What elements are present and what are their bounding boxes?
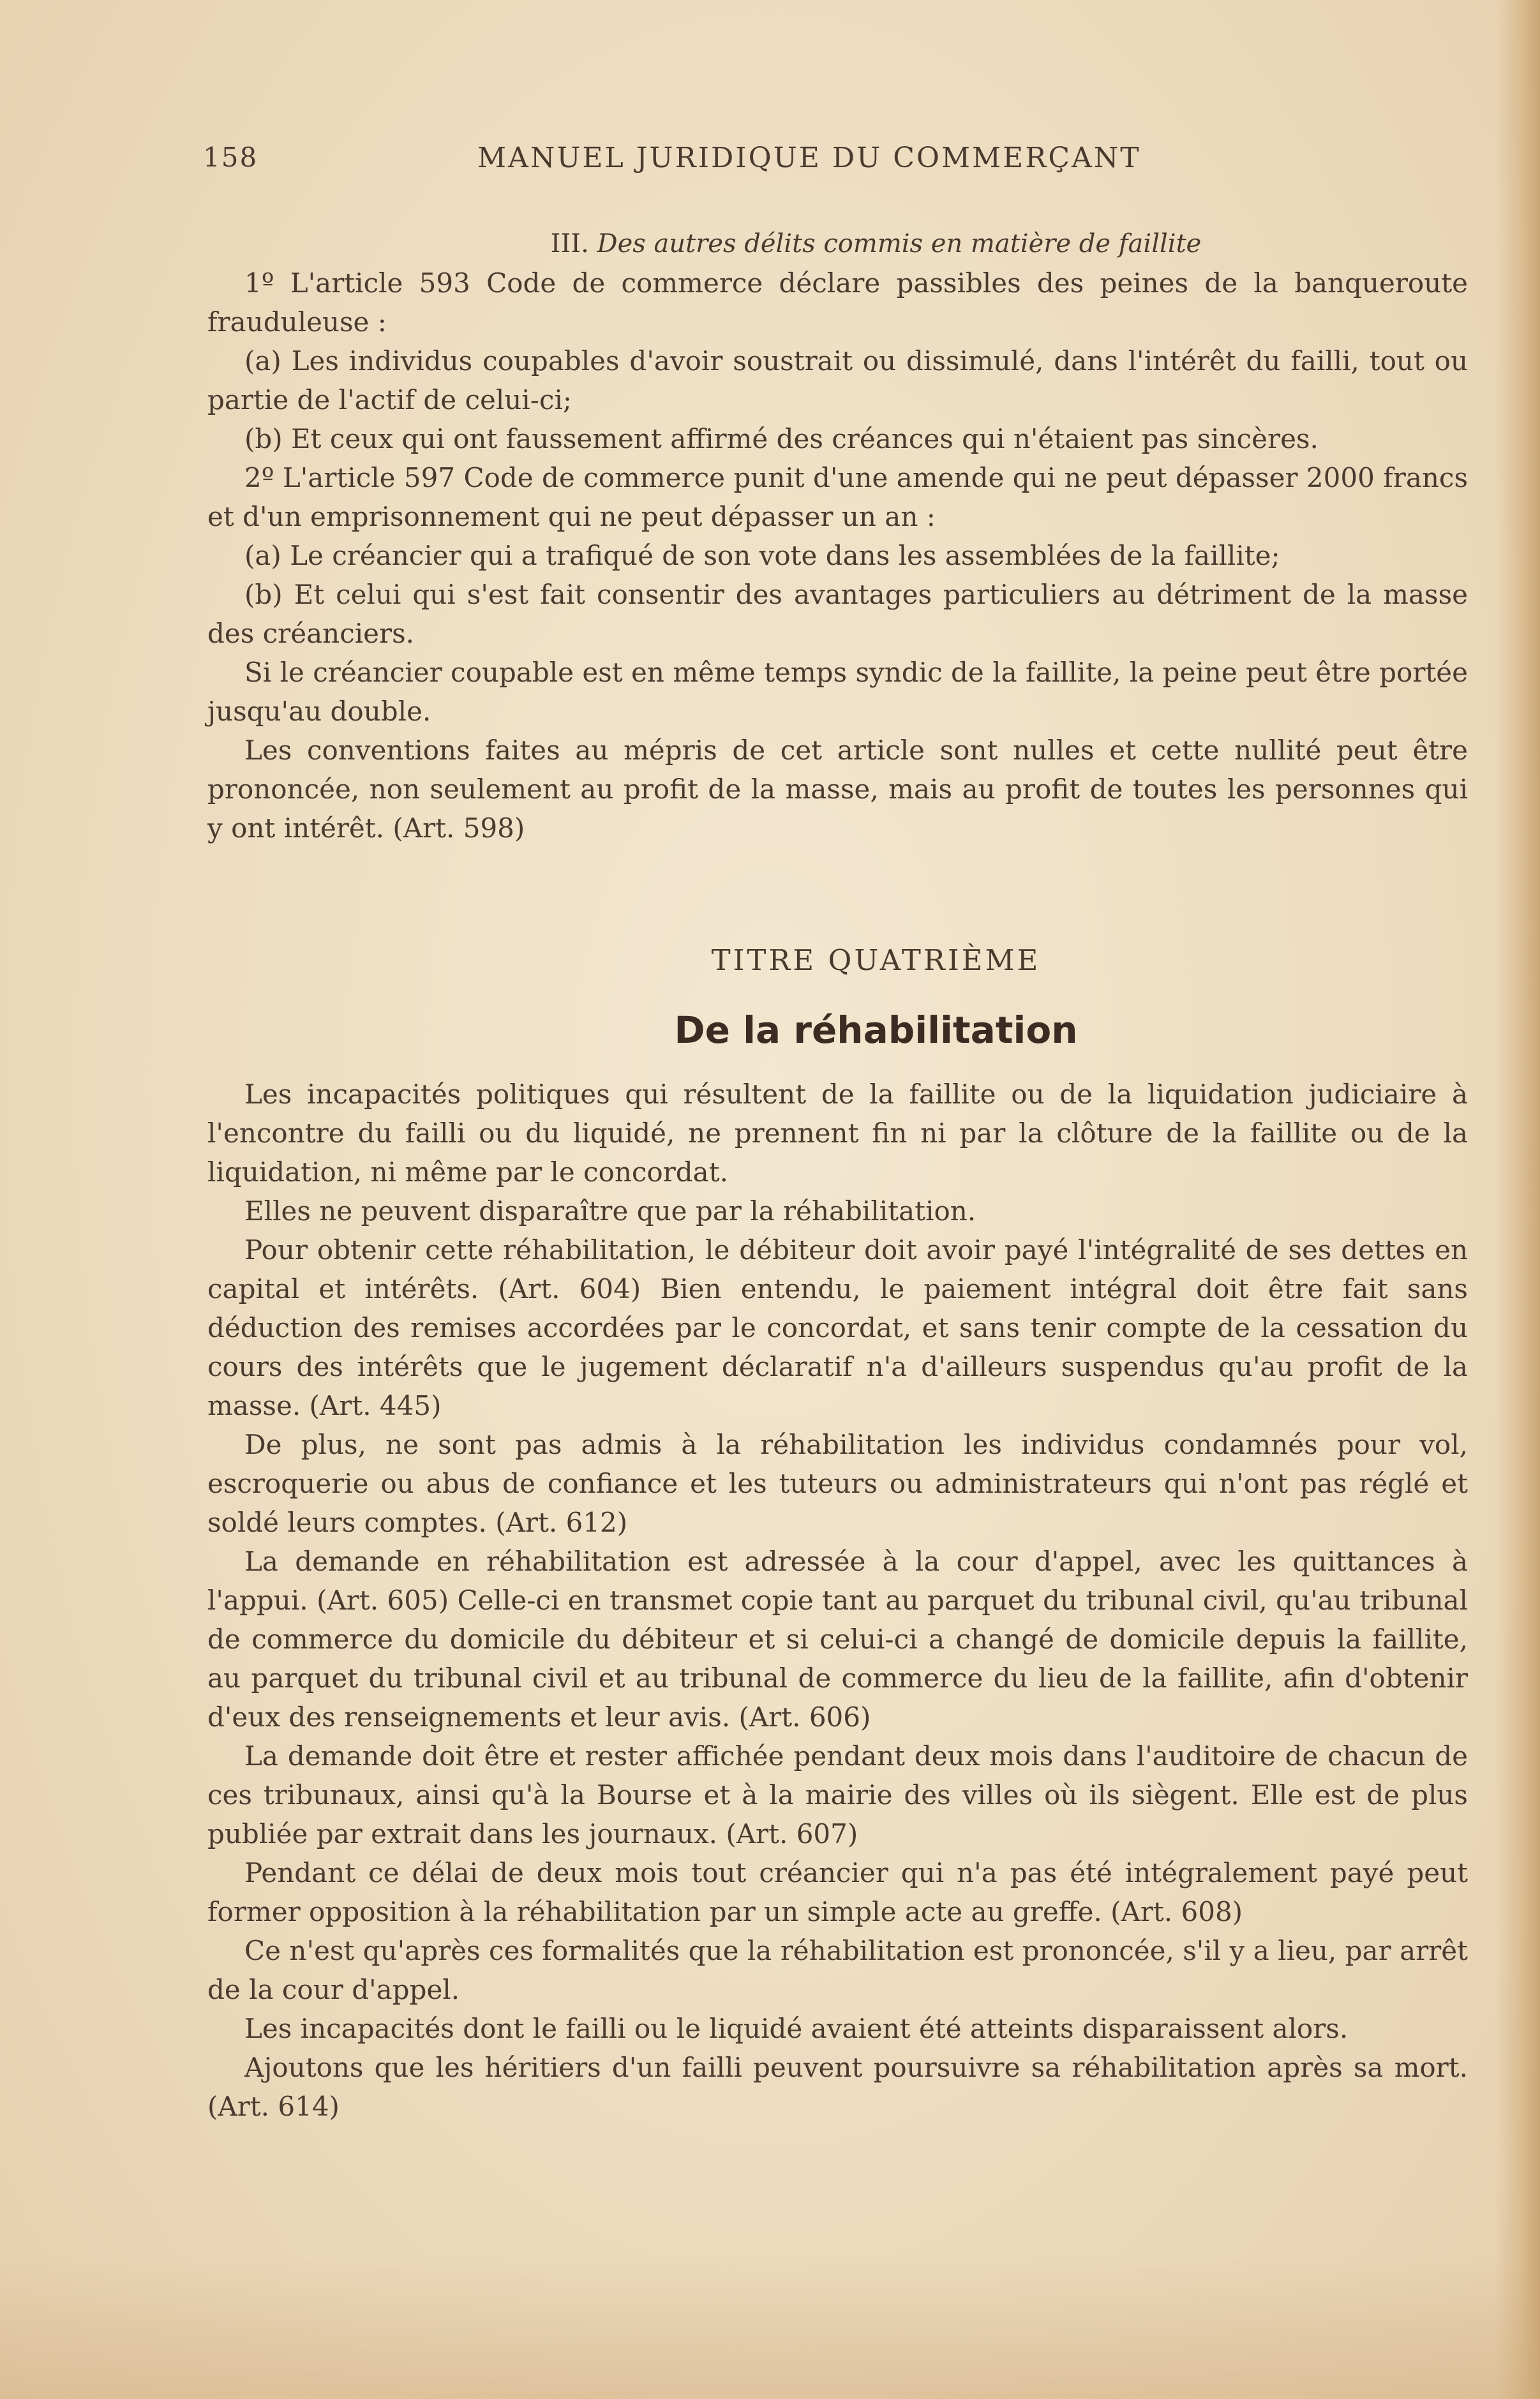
section-rehabilitation (207, 1075, 1468, 2126)
paragraph: (a) Les individus coupables d'avoir soustrait ou dissimulé, dans l'intérêt du failli, tout ou partie de l'actif de celui-ci; (207, 345, 1468, 415)
paragraph: (a) Le créancier qui a trafiqué de son vote dans les assemblées de la faillite; (244, 540, 1280, 571)
page-number: 158 (203, 142, 258, 173)
paragraph: (b) Et ceux qui ont faussement affirmé des créances qui n'étaient pas sincères. (244, 423, 1319, 454)
paragraph: De plus, ne sont pas admis à la réhabilitation les individus condamnés pour vol, escroquerie ou abus de confiance et les tuteurs ou administrateurs qui n'ont pas réglé et soldé leurs comptes. (Art. 612) (207, 1429, 1468, 1538)
paragraph: Ajoutons que les héritiers d'un failli peuvent poursuivre sa réhabilitation après sa mort. (Art. 614) (207, 2052, 1468, 2122)
paragraph: Ce n'est qu'après ces formalités que la réhabilitation est prononcée, s'il y a lieu, par arrêt de la cour d'appel. (207, 1935, 1468, 2005)
paragraph: Les incapacités politiques qui résultent de la faillite ou de la liquidation judiciaire à l'encontre du failli ou du liquidé, ne prennent fin ni par la clôture de la faillite ou de la liquidation, ni même par le concordat. (207, 1079, 1468, 1188)
page-bottom-shadow (0, 2259, 1540, 2399)
paragraph: (b) Et celui qui s'est fait consentir des avantages particuliers au détriment de la masse des créanciers. (207, 579, 1468, 649)
paragraph: 2º L'article 597 Code de commerce punit d'une amende qui ne peut dépasser 2000 francs et d'un emprisonnement qui ne peut dépasser un an : (207, 462, 1468, 532)
paragraph: Si le créancier coupable est en même temps syndic de la faillite, la peine peut être portée jusqu'au double. (207, 657, 1468, 727)
part-subtitle: De la réhabilitation (674, 1008, 1078, 1052)
part-title: TITRE QUATRIÈME (711, 943, 1041, 977)
section-number: III. (550, 229, 589, 258)
paragraph: Pour obtenir cette réhabilitation, le débiteur doit avoir payé l'intégralité de ses dettes en capital et intérêts. (Art. 604) Bien entendu, le paiement intégral doit être fait sans déduction des remises accordées par le concordat, et sans tenir compte de la cessation du cours des intérêts que le jugement déclaratif n'a d'ailleurs suspendus qu'au profit de la masse. (Art. 445) (207, 1234, 1468, 1421)
section-title: Des autres délits commis en matière de faillite (597, 229, 1202, 258)
paragraph: Les conventions faites au mépris de cet article sont nulles et cette nullité peut être prononcée, non seulement au profit de la masse, mais au profit de toutes les personnes qui y ont intérêt. (Art. 598) (207, 735, 1468, 844)
paragraph: 1º L'article 593 Code de commerce déclare passibles des peines de la banqueroute frauduleuse : (207, 267, 1468, 338)
page-edge-shadow (1495, 0, 1540, 2399)
paragraph: Pendant ce délai de deux mois tout créancier qui n'a pas été intégralement payé peut former opposition à la réhabilitation par un simple acte au greffe. (Art. 608) (207, 1857, 1468, 1927)
section-heading (207, 225, 1468, 264)
paragraph: Elles ne peuvent disparaître que par la réhabilitation. (244, 1195, 976, 1227)
section-faillite-delits (207, 225, 1468, 848)
paragraph: Les incapacités dont le failli ou le liquidé avaient été atteints disparaissent alors. (244, 2013, 1349, 2044)
running-title: MANUEL JURIDIQUE DU COMMERÇANT (477, 142, 1141, 174)
running-header (203, 142, 1232, 180)
paragraph: La demande en réhabilitation est adressée à la cour d'appel, avec les quittances à l'appui. (Art. 605) Celle-ci en transmet copie tant au parquet du tribunal civil, qu'au tribunal de commerce du domicile du débiteur et si celui-ci a changé de domicile depuis la faillite, au parquet du tribunal civil et au tribunal de commerce du lieu de la faillite, afin d'obtenir d'eux des renseignements et leur avis. (Art. 606) (207, 1546, 1468, 1733)
paragraph: La demande doit être et rester affichée pendant deux mois dans l'auditoire de chacun de ces tribunaux, ainsi qu'à la Bourse et à la mairie des villes où ils siègent. Elle est de plus publiée par extrait dans les journaux. (Art. 607) (207, 1740, 1468, 1850)
